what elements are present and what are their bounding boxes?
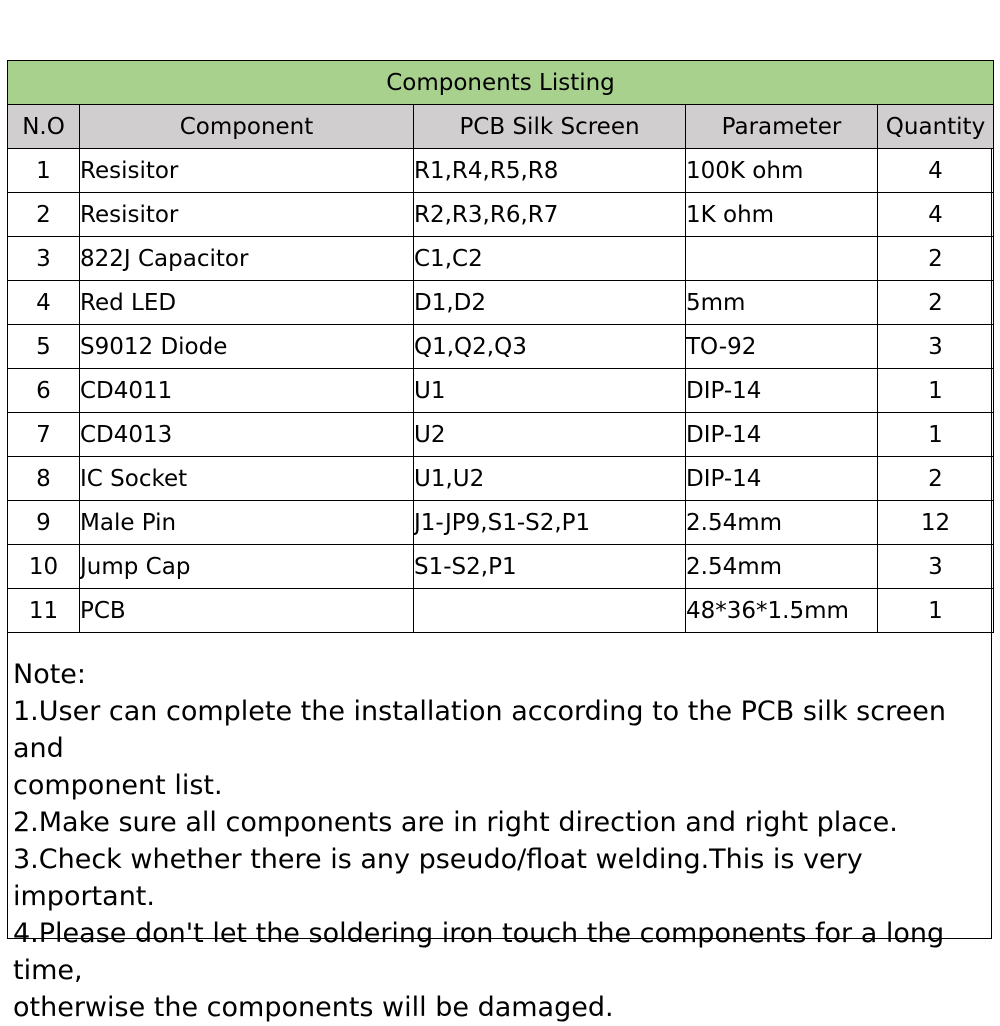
cell-parameter: 48*36*1.5mm [686,589,878,633]
cell-silk-screen: U2 [414,413,686,457]
table-header-row [8,105,994,149]
note-line: otherwise the components will be damaged. [13,992,614,1023]
notes-section [13,656,985,1026]
note-line: component list. [13,770,223,801]
cell-number: 2 [8,193,80,237]
cell-quantity: 1 [878,589,994,633]
cell-component: Male Pin [80,501,414,545]
note-line: 2.Make sure all components are in right direction and right place. [13,807,898,838]
cell-parameter: 1K ohm [686,193,878,237]
cell-silk-screen: R2,R3,R6,R7 [414,193,686,237]
table-title: Components Listing [8,61,994,105]
cell-number: 10 [8,545,80,589]
cell-component: 822J Capacitor [80,237,414,281]
cell-component: Resisitor [80,149,414,193]
table-row [8,457,994,501]
cell-parameter: DIP-14 [686,369,878,413]
cell-silk-screen: D1,D2 [414,281,686,325]
table-row [8,413,994,457]
table-row [8,237,994,281]
column-header-number: N.O [8,105,80,149]
cell-silk-screen: R1,R4,R5,R8 [414,149,686,193]
column-header-parameter: Parameter [686,105,878,149]
cell-parameter: TO-92 [686,325,878,369]
table-row [8,369,994,413]
cell-silk-screen [414,589,686,633]
cell-component: IC Socket [80,457,414,501]
table-row [8,193,994,237]
table-row [8,281,994,325]
cell-quantity: 2 [878,237,994,281]
cell-number: 3 [8,237,80,281]
cell-component: S9012 Diode [80,325,414,369]
cell-silk-screen: U1,U2 [414,457,686,501]
cell-component: PCB [80,589,414,633]
cell-quantity: 3 [878,545,994,589]
cell-number: 1 [8,149,80,193]
cell-quantity: 2 [878,457,994,501]
cell-silk-screen: J1-JP9,S1-S2,P1 [414,501,686,545]
table-title-row [8,61,994,105]
table-row [8,149,994,193]
cell-silk-screen: U1 [414,369,686,413]
cell-parameter: 5mm [686,281,878,325]
note-line: 4.Please don't let the soldering iron touch the components for a long time, [13,918,945,986]
cell-component: Jump Cap [80,545,414,589]
table-body [8,149,994,633]
note-line: 1.User can complete the installation according to the PCB silk screen and [13,696,946,764]
cell-quantity: 3 [878,325,994,369]
cell-quantity: 4 [878,193,994,237]
cell-number: 9 [8,501,80,545]
cell-component: Resisitor [80,193,414,237]
cell-silk-screen: Q1,Q2,Q3 [414,325,686,369]
cell-parameter [686,237,878,281]
cell-number: 4 [8,281,80,325]
components-table [7,60,994,633]
notes-heading: Note: [13,659,87,690]
table-row [8,325,994,369]
cell-silk-screen: S1-S2,P1 [414,545,686,589]
cell-parameter: DIP-14 [686,413,878,457]
cell-quantity: 12 [878,501,994,545]
cell-parameter: 100K ohm [686,149,878,193]
column-header-silk-screen: PCB Silk Screen [414,105,686,149]
cell-number: 7 [8,413,80,457]
cell-quantity: 2 [878,281,994,325]
cell-quantity: 4 [878,149,994,193]
cell-parameter: 2.54mm [686,501,878,545]
cell-parameter: 2.54mm [686,545,878,589]
cell-component: CD4011 [80,369,414,413]
cell-parameter: DIP-14 [686,457,878,501]
column-header-quantity: Quantity [878,105,994,149]
cell-component: CD4013 [80,413,414,457]
column-header-component: Component [80,105,414,149]
table-row [8,545,994,589]
cell-component: Red LED [80,281,414,325]
note-line: 3.Check whether there is any pseudo/float welding.This is very important. [13,844,863,912]
table-row [8,501,994,545]
cell-number: 5 [8,325,80,369]
cell-silk-screen: C1,C2 [414,237,686,281]
cell-quantity: 1 [878,369,994,413]
cell-number: 11 [8,589,80,633]
table-row [8,589,994,633]
cell-number: 6 [8,369,80,413]
cell-quantity: 1 [878,413,994,457]
component-sheet [7,60,992,1023]
cell-number: 8 [8,457,80,501]
